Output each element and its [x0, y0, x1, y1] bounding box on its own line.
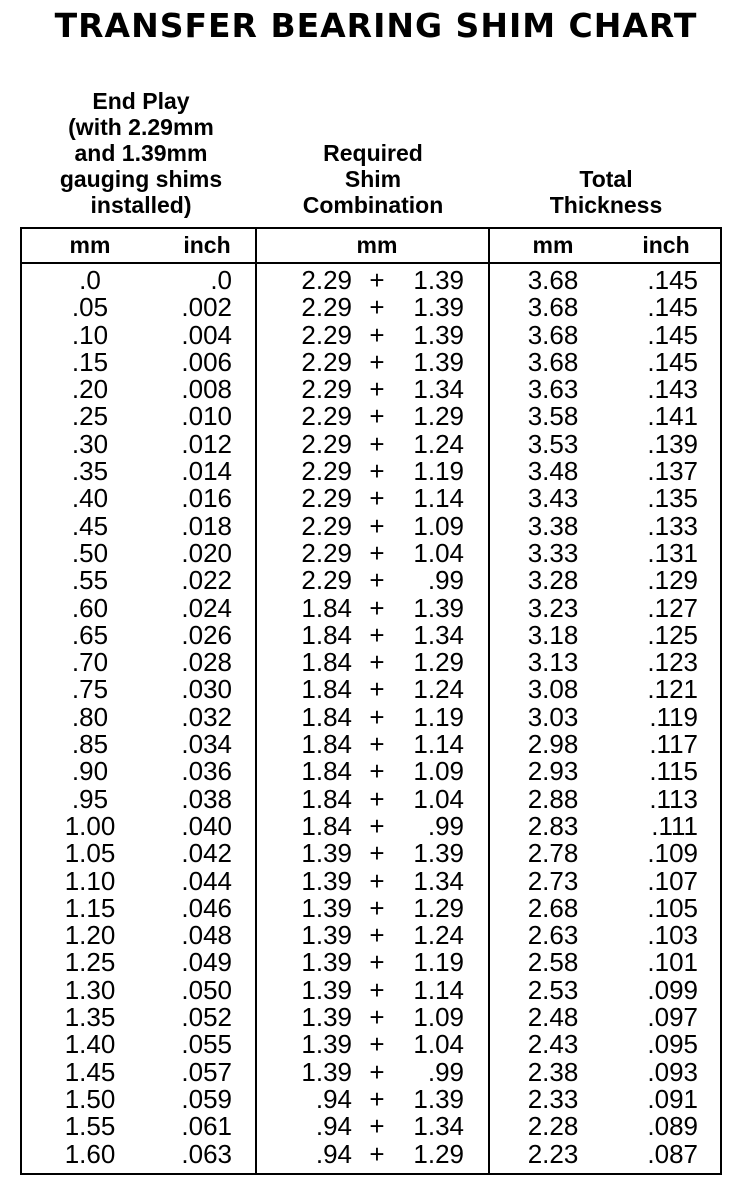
end-play-inch: .055 [181, 1029, 232, 1060]
total-mm: 3.38 [527, 510, 579, 541]
end-play-inch: .061 [181, 1111, 232, 1142]
shim-second: 1.39 [413, 592, 464, 623]
shim-first: 2.29 [301, 319, 352, 350]
table-row [22, 485, 720, 512]
end-play-mm: 1.55 [64, 1111, 116, 1142]
unit-total-inch: inch [642, 232, 690, 258]
total-inch: .137 [647, 456, 698, 487]
end-play-inch: .042 [181, 838, 232, 869]
end-play-mm: 1.10 [64, 865, 116, 896]
total-mm: 3.68 [527, 346, 579, 377]
total-mm: 3.58 [527, 401, 579, 432]
plus-sign: + [369, 483, 385, 514]
shim-second: 1.24 [413, 920, 464, 951]
total-inch: .099 [647, 974, 698, 1005]
end-play-mm: .65 [71, 619, 109, 650]
plus-sign: + [369, 701, 385, 732]
shim-first: 2.29 [301, 510, 352, 541]
plus-sign: + [369, 265, 385, 295]
header-required-shim [258, 140, 488, 218]
total-inch: .093 [647, 1056, 698, 1087]
shim-second: 1.14 [413, 483, 464, 514]
shim-first: 1.84 [301, 729, 352, 760]
shim-first: 1.84 [301, 674, 352, 705]
total-inch: .143 [647, 374, 698, 405]
end-play-inch: .010 [181, 401, 232, 432]
end-play-mm: .0 [79, 265, 101, 295]
shim-second: 1.29 [413, 892, 464, 923]
table-row [22, 676, 720, 703]
shim-first: 2.29 [301, 401, 352, 432]
end-play-inch: .030 [181, 674, 232, 705]
plus-sign: + [369, 838, 385, 869]
total-mm: 3.48 [527, 456, 579, 487]
shim-table [20, 227, 722, 1175]
shim-second: 1.39 [413, 1083, 464, 1114]
end-play-inch: .038 [181, 783, 232, 814]
total-mm: 3.33 [527, 537, 579, 568]
total-inch: .145 [647, 265, 698, 295]
end-play-inch: .024 [181, 592, 232, 623]
shim-second: 1.04 [413, 537, 464, 568]
total-inch: .127 [647, 592, 698, 623]
shim-first: 2.29 [301, 537, 352, 568]
end-play-mm: 1.00 [64, 810, 116, 841]
total-mm: 3.63 [527, 374, 579, 405]
header-total-thickness [492, 166, 720, 218]
table-row [22, 1113, 720, 1140]
end-play-mm: 1.30 [64, 974, 116, 1005]
table-row [22, 758, 720, 785]
total-inch: .119 [649, 701, 698, 732]
total-inch: .089 [647, 1111, 698, 1142]
table-row [22, 1004, 720, 1031]
total-inch: .095 [647, 1029, 698, 1060]
end-play-inch: .057 [181, 1056, 232, 1087]
plus-sign: + [369, 619, 385, 650]
total-mm: 3.18 [527, 619, 579, 650]
total-mm: 2.33 [527, 1083, 579, 1114]
table-row [22, 974, 720, 1005]
end-play-mm: 1.50 [64, 1083, 116, 1114]
shim-second: 1.14 [413, 729, 464, 760]
shim-first: 1.84 [301, 701, 352, 732]
end-play-inch: .032 [181, 701, 232, 732]
plus-sign: + [369, 510, 385, 541]
shim-second: 1.24 [413, 674, 464, 705]
shim-first: 2.29 [301, 565, 352, 596]
total-mm: 2.78 [527, 838, 579, 869]
table-row [22, 892, 720, 923]
shim-second: 1.34 [413, 619, 464, 650]
total-inch: .141 [647, 401, 698, 432]
total-inch: .135 [647, 483, 698, 514]
end-play-mm: .60 [71, 592, 109, 623]
total-mm: 2.43 [527, 1029, 579, 1060]
total-inch: .131 [647, 537, 698, 568]
end-play-mm: .15 [71, 346, 109, 377]
end-play-mm: 1.25 [64, 947, 116, 978]
plus-sign: + [369, 647, 385, 678]
end-play-inch: .050 [181, 974, 232, 1005]
end-play-inch: .008 [181, 374, 232, 405]
total-inch: .117 [649, 729, 698, 760]
shim-first: 1.39 [301, 838, 352, 869]
table-row [22, 294, 720, 321]
end-play-inch: .0 [210, 265, 232, 295]
plus-sign: + [369, 892, 385, 923]
shim-second: 1.09 [413, 1002, 464, 1033]
total-mm: 3.13 [527, 647, 579, 678]
shim-second: 1.09 [413, 510, 464, 541]
total-mm: 2.83 [527, 810, 579, 841]
table-row [22, 319, 720, 350]
shim-second: .99 [427, 565, 464, 596]
total-inch: .113 [649, 783, 698, 814]
unit-shim-mm: mm [356, 232, 398, 258]
shim-second: 1.39 [413, 292, 464, 323]
end-play-mm: .85 [71, 729, 109, 760]
shim-first: 2.29 [301, 292, 352, 323]
plus-sign: + [369, 346, 385, 377]
total-inch: .139 [647, 428, 698, 459]
total-mm: 2.23 [527, 1138, 579, 1169]
shim-first: .94 [315, 1138, 352, 1169]
plus-sign: + [369, 1002, 385, 1033]
end-play-inch: .012 [181, 428, 232, 459]
total-inch: .129 [647, 565, 698, 596]
total-inch: .145 [647, 292, 698, 323]
shim-first: 2.29 [301, 456, 352, 487]
shim-first: .94 [315, 1083, 352, 1114]
table-row [22, 865, 720, 896]
total-inch: .125 [647, 619, 698, 650]
end-play-inch: .049 [181, 947, 232, 978]
plus-sign: + [369, 319, 385, 350]
total-mm: 3.53 [527, 428, 579, 459]
plus-sign: + [369, 756, 385, 787]
end-play-mm: 1.40 [64, 1029, 116, 1060]
header-line: installed) [90, 192, 192, 218]
shim-first: 2.29 [301, 374, 352, 405]
shim-second: 1.19 [413, 701, 464, 732]
table-row [22, 810, 720, 841]
shim-first: 1.84 [301, 810, 352, 841]
shim-second: .99 [427, 1056, 464, 1087]
end-play-inch: .004 [181, 319, 232, 350]
total-inch: .097 [647, 1002, 698, 1033]
shim-second: 1.29 [413, 1138, 464, 1169]
unit-end-play-inch: inch [183, 232, 231, 258]
shim-second: 1.39 [413, 319, 464, 350]
plus-sign: + [369, 428, 385, 459]
end-play-inch: .059 [181, 1083, 232, 1114]
total-inch: .107 [647, 865, 698, 896]
header-line: Required [323, 140, 423, 166]
header-line: Thickness [549, 192, 663, 218]
shim-second: .99 [427, 810, 464, 841]
total-inch: .145 [647, 346, 698, 377]
end-play-inch: .034 [181, 729, 232, 760]
total-mm: 2.58 [527, 947, 579, 978]
shim-second: 1.39 [413, 265, 464, 295]
shim-first: 1.39 [301, 865, 352, 896]
shim-first: 1.39 [301, 1056, 352, 1087]
plus-sign: + [369, 1138, 385, 1169]
shim-first: 1.84 [301, 756, 352, 787]
shim-second: 1.39 [413, 346, 464, 377]
end-play-inch: .063 [181, 1138, 232, 1169]
total-mm: 3.23 [527, 592, 579, 623]
shim-first: 2.29 [301, 428, 352, 459]
end-play-mm: .55 [71, 565, 109, 596]
end-play-inch: .020 [181, 537, 232, 568]
table-row [22, 783, 720, 814]
end-play-inch: .046 [181, 892, 232, 923]
shim-first: 1.39 [301, 892, 352, 923]
end-play-inch: .040 [181, 810, 232, 841]
table-row [22, 346, 720, 377]
shim-first: 1.84 [301, 619, 352, 650]
unit-total-mm: mm [532, 232, 574, 258]
table-row [22, 376, 720, 403]
shim-second: 1.34 [413, 1111, 464, 1142]
table-row [22, 403, 720, 430]
shim-second: 1.29 [413, 647, 464, 678]
shim-second: 1.34 [413, 374, 464, 405]
end-play-inch: .018 [181, 510, 232, 541]
total-inch: .123 [647, 647, 698, 678]
unit-end-play-mm: mm [69, 232, 111, 258]
plus-sign: + [369, 947, 385, 978]
end-play-mm: .05 [71, 292, 109, 323]
end-play-mm: 1.45 [64, 1056, 116, 1087]
end-play-inch: .044 [181, 865, 232, 896]
table-row [22, 701, 720, 732]
header-line: and 1.39mm [74, 140, 208, 166]
table-row [22, 267, 720, 294]
shim-second: 1.19 [413, 947, 464, 978]
table-row [22, 592, 720, 623]
total-inch: .101 [647, 947, 698, 978]
total-mm: 3.28 [527, 565, 579, 596]
plus-sign: + [369, 456, 385, 487]
end-play-mm: 1.20 [64, 920, 116, 951]
table-row [22, 458, 720, 485]
shim-second: 1.34 [413, 865, 464, 896]
plus-sign: + [369, 674, 385, 705]
plus-sign: + [369, 1083, 385, 1114]
end-play-inch: .014 [181, 456, 232, 487]
total-mm: 2.28 [527, 1111, 579, 1142]
shim-second: 1.19 [413, 456, 464, 487]
plus-sign: + [369, 565, 385, 596]
total-inch: .103 [647, 920, 698, 951]
end-play-mm: .10 [71, 319, 109, 350]
end-play-mm: .20 [71, 374, 109, 405]
end-play-mm: .45 [71, 510, 109, 541]
end-play-mm: .70 [71, 647, 109, 678]
shim-second: 1.04 [413, 1029, 464, 1060]
total-mm: 2.53 [527, 974, 579, 1005]
shim-second: 1.09 [413, 756, 464, 787]
end-play-mm: .30 [71, 428, 109, 459]
header-line: Combination [302, 192, 444, 218]
total-inch: .111 [651, 810, 698, 841]
shim-first: 1.39 [301, 1002, 352, 1033]
plus-sign: + [369, 592, 385, 623]
total-mm: 2.73 [527, 865, 579, 896]
end-play-inch: .048 [181, 920, 232, 951]
end-play-inch: .002 [181, 292, 232, 323]
plus-sign: + [369, 292, 385, 323]
header-line: (with 2.29mm [68, 114, 214, 140]
end-play-inch: .036 [181, 756, 232, 787]
table-row [22, 1031, 720, 1058]
total-mm: 2.98 [527, 729, 579, 760]
plus-sign: + [369, 374, 385, 405]
end-play-mm: .95 [71, 783, 109, 814]
table-row [22, 537, 720, 568]
shim-first: 1.39 [301, 974, 352, 1005]
end-play-mm: .75 [71, 674, 109, 705]
table-row [22, 428, 720, 459]
plus-sign: + [369, 537, 385, 568]
total-mm: 3.68 [527, 265, 579, 295]
end-play-inch: .022 [181, 565, 232, 596]
shim-first: 1.84 [301, 783, 352, 814]
header-line: Total [579, 166, 633, 192]
total-inch: .133 [647, 510, 698, 541]
total-mm: 3.43 [527, 483, 579, 514]
end-play-inch: .016 [181, 483, 232, 514]
table-row [22, 619, 720, 650]
total-mm: 3.68 [527, 292, 579, 323]
shim-second: 1.24 [413, 428, 464, 459]
total-mm: 3.08 [527, 674, 579, 705]
total-inch: .105 [647, 892, 698, 923]
shim-second: 1.29 [413, 401, 464, 432]
table-row [22, 567, 720, 594]
total-inch: .087 [647, 1138, 698, 1169]
end-play-mm: 1.35 [64, 1002, 116, 1033]
table-row [22, 922, 720, 949]
end-play-inch: .026 [181, 619, 232, 650]
total-inch: .115 [649, 756, 698, 787]
total-mm: 2.63 [527, 920, 579, 951]
total-mm: 2.38 [527, 1056, 579, 1087]
total-mm: 3.03 [527, 701, 579, 732]
shim-first: 1.39 [301, 1029, 352, 1060]
total-inch: .145 [647, 319, 698, 350]
table-row [22, 949, 720, 976]
end-play-mm: .80 [71, 701, 109, 732]
total-inch: .121 [647, 674, 698, 705]
shim-first: .94 [315, 1111, 352, 1142]
shim-second: 1.39 [413, 838, 464, 869]
header-line: Shim [344, 166, 402, 192]
table-row [22, 1083, 720, 1114]
shim-first: 2.29 [301, 483, 352, 514]
plus-sign: + [369, 401, 385, 432]
end-play-mm: .40 [71, 483, 109, 514]
shim-second: 1.14 [413, 974, 464, 1005]
plus-sign: + [369, 1056, 385, 1087]
shim-first: 1.84 [301, 647, 352, 678]
table-row [22, 510, 720, 541]
end-play-inch: .006 [181, 346, 232, 377]
chart-title: TRANSFER BEARING SHIM CHART [54, 6, 698, 45]
table-row [22, 1138, 720, 1169]
total-inch: .091 [647, 1083, 698, 1114]
total-mm: 2.93 [527, 756, 579, 787]
plus-sign: + [369, 920, 385, 951]
plus-sign: + [369, 865, 385, 896]
plus-sign: + [369, 1029, 385, 1060]
end-play-mm: 1.05 [64, 838, 116, 869]
plus-sign: + [369, 810, 385, 841]
table-row [22, 1056, 720, 1087]
table-row [22, 731, 720, 758]
plus-sign: + [369, 1111, 385, 1142]
end-play-inch: .052 [181, 1002, 232, 1033]
table-body [22, 267, 720, 1168]
end-play-inch: .028 [181, 647, 232, 678]
shim-first: 1.39 [301, 920, 352, 951]
end-play-mm: .35 [71, 456, 109, 487]
shim-first: 2.29 [301, 346, 352, 377]
end-play-mm: 1.15 [64, 892, 116, 923]
shim-first: 1.39 [301, 947, 352, 978]
end-play-mm: .90 [71, 756, 109, 787]
end-play-mm: .50 [71, 537, 109, 568]
table-row [22, 840, 720, 867]
shim-first: 1.84 [301, 592, 352, 623]
plus-sign: + [369, 729, 385, 760]
shim-first: 2.29 [301, 265, 352, 295]
total-mm: 2.68 [527, 892, 579, 923]
shim-second: 1.04 [413, 783, 464, 814]
end-play-mm: 1.60 [64, 1138, 116, 1169]
header-divider [22, 262, 720, 264]
total-mm: 3.68 [527, 319, 579, 350]
header-end-play [28, 88, 254, 218]
total-inch: .109 [647, 838, 698, 869]
total-mm: 2.48 [527, 1002, 579, 1033]
end-play-mm: .25 [71, 401, 109, 432]
plus-sign: + [369, 974, 385, 1005]
plus-sign: + [369, 783, 385, 814]
header-line: End Play [92, 88, 190, 114]
total-mm: 2.88 [527, 783, 579, 814]
table-row [22, 649, 720, 676]
header-line: gauging shims [59, 166, 223, 192]
